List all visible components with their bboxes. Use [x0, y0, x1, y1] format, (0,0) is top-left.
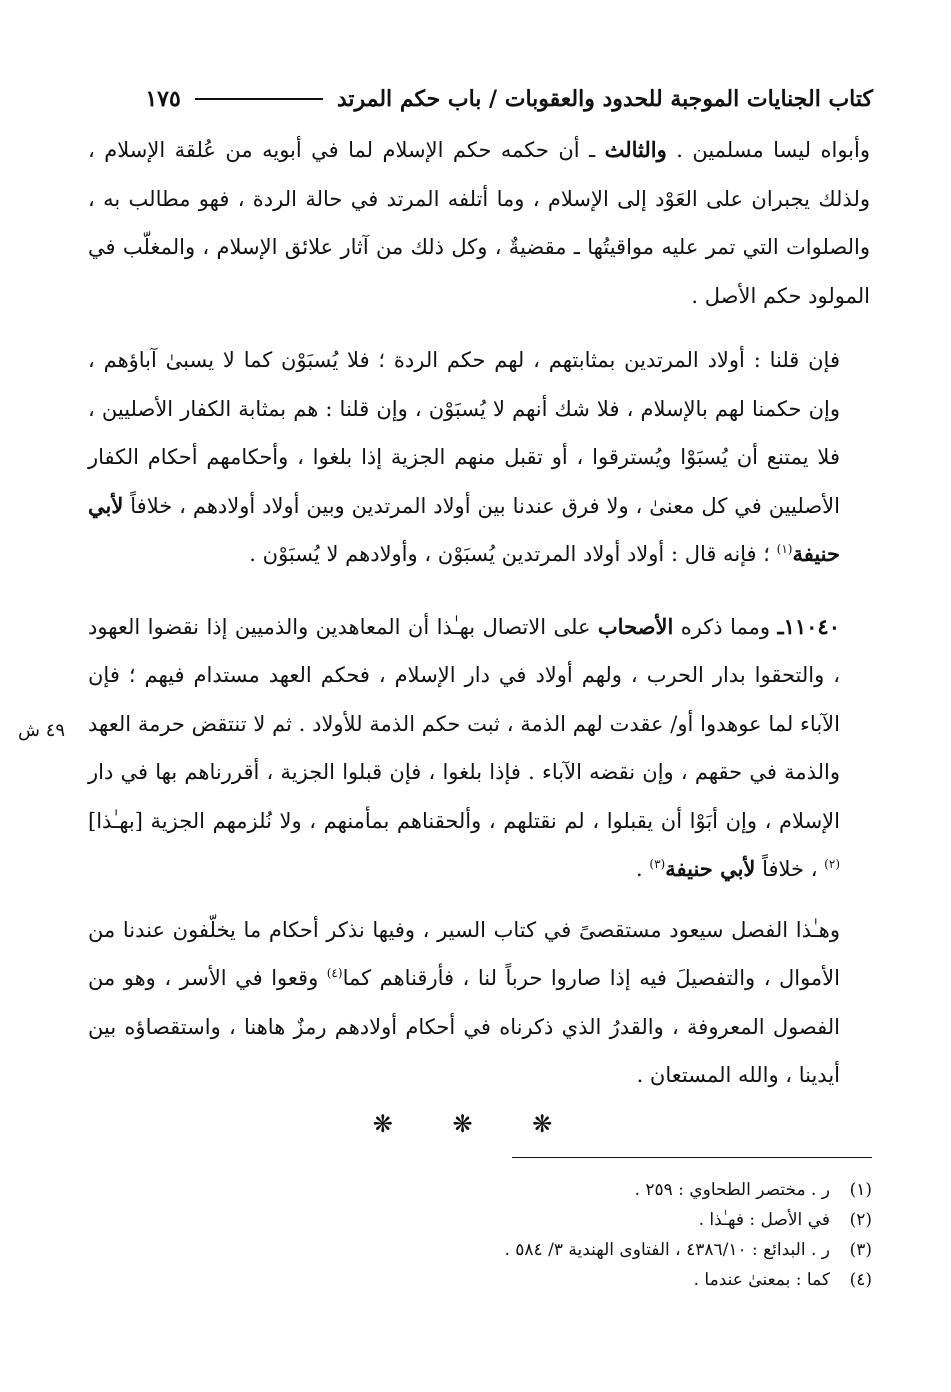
footnote-ref-4[interactable]: (٤) [326, 966, 343, 980]
footnotes [300, 1175, 872, 1295]
p3-bold-2: لأبي حنيفة [665, 856, 756, 881]
paragraph-1 [88, 126, 870, 320]
running-header [118, 82, 873, 116]
p1-text-b: ـ أن حكمه حكم الإسلام لما في أبويه من عُلقة الإسلام ، ولذلك يجبران على العَوْد إلى الإسلام ، وما أتلفه المرتد في حالة الردة ، فهو مطالب به ، والصلوات التي تمر عليه مواقيتُها ـ مقضيةٌ ، وكل ذلك من آثار علائق الإسلام ، والمغلّب في المولود حكم الأصل . [88, 138, 870, 308]
section-number: ١١٠٤٠ـ [777, 613, 840, 639]
footnote-ref-3[interactable]: (٣) [649, 857, 666, 871]
footnote-number: (١) [849, 1180, 872, 1200]
p3-text-c: ، خلافاً [755, 857, 825, 881]
p3-bold: الأصحاب [597, 613, 674, 639]
footnote-text: ر . مختصر الطحاوي : ٢٥٩ . [634, 1180, 830, 1200]
p4-text-b: وقعوا في الأسر ، وهو من الفصول المعروفة ، والقدرُ الذي ذكرناه في أحكام أولادهم رمزٌ هاهنا ، واستقصاؤه بين أيدينا ، والله المستعان . [88, 966, 840, 1087]
p1-text-a: وأبواه ليسا مسلمين . [666, 138, 870, 162]
footnote-text: كما : بمعنىٰ عندما . [693, 1270, 830, 1290]
paragraph-4 [88, 906, 870, 1100]
header-title: كتاب الجنايات الموجبة للحدود والعقوبات / باب حكم المرتد [336, 86, 873, 112]
manuscript-folio-note: ٤٩ ش [18, 720, 66, 741]
footnote-number: (٢) [849, 1210, 872, 1230]
page-number: ١٧٥ [145, 86, 181, 112]
p2-text-b: ؛ فإنه قال : أولاد أولاد المرتدين يُسبَوْن ، وأولادهم لا يُسبَوْن . [249, 542, 777, 566]
footnote-item [300, 1265, 872, 1295]
p3-text-d: . [636, 857, 650, 881]
footnote-rule [512, 1157, 872, 1158]
p2-text-a: فإن قلنا : أولاد المرتدين بمثابتهم ، لهم حكم الردة ؛ فلا يُسبَوْن كما لا يسبىٰ آباؤهم ، وإن حكمنا لهم بالإسلام ، فلا شك أنهم لا يُسبَوْن ، وإن قلنا : هم بمثابة الكفار الأصليين ، فلا يمتنع أن يُسبَوْا ويُسترقوا ، أو تقبل منهم الجزية إذا بلغوا ، وأحكامهم أحكام الكفار الأصليين في كل معنىٰ ، ولا فرق عندنا بين أولاد المرتدين وبين أولاد أولادهم ، خلافاً [88, 348, 840, 518]
p1-bold: والثالث [604, 137, 667, 162]
p3-text-b: على الاتصال بهـٰذا أن المعاهدين والذميين إذا نقضوا العهود ، والتحقوا بدار الحرب ، ولهم أولاد في دار الإسلام ، فحكم العهد مستدام فيهم ؛ فإن الآباء لما عوهدوا أو/ عقدت لهم الذمة ، ثبت حكم الذمة للأولاد . ثم لا تنتقض حرمة العهد والذمة في حقهم ، وإن نقضه الآباء . فإذا بلغوا ، فإن قبلوا الجزية ، أقررناهم بها في دار الإسلام ، وإن أبَوْا أن يقبلوا ، لم نقتلهم ، وألحقناهم بمأمنهم ، ولا نُلزمهم الجزية [بهـٰذا] [88, 614, 840, 833]
footnote-number: (٣) [849, 1240, 872, 1260]
footnote-ref-2[interactable]: (٢) [824, 857, 840, 871]
p2-bold: لأبي حنيفة [88, 492, 840, 566]
section-separator: ❋ ❋ ❋ [372, 1110, 579, 1138]
footnote-text: في الأصل : فهـٰذا . [698, 1210, 830, 1230]
header-rule [195, 98, 323, 100]
footnote-number: (٤) [849, 1270, 872, 1290]
p3-text-a: ومما ذكره [673, 614, 778, 639]
main-text [88, 126, 870, 1100]
p4-text-a: وهـٰذا الفصل سيعود مستقصىً في كتاب السير ، وفيها نذكر أحكام ما يخلّفون عندنا من الأموال ، والتفصيلَ فيه إذا صاروا حرباً لنا ، فأرقناهم كما [88, 917, 840, 990]
paragraph-2 [88, 336, 870, 579]
footnote-text: ر . البدائع : ٤٣٨٦/١٠ ، الفتاوى الهندية ٣/ ٥٨٤ . [504, 1240, 830, 1260]
footnote-item [300, 1205, 872, 1235]
footnote-item [300, 1235, 872, 1265]
footnote-ref-1[interactable]: (١) [776, 542, 793, 556]
footnote-item [300, 1175, 872, 1205]
paragraph-3 [88, 603, 870, 894]
